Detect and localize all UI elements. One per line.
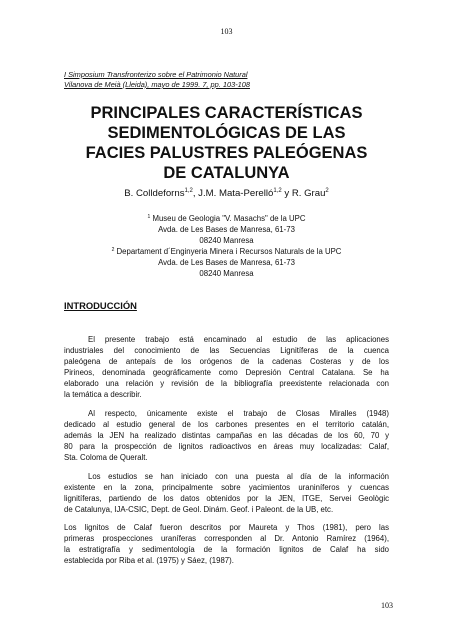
title-line: FACIES PALUSTRES PALEÓGENAS (85, 144, 368, 162)
body-paragraph (64, 408, 389, 463)
paragraph-line: primeras prospecciones uraníferas corresponden al Dr. Antonio Ramírez (1964), (64, 534, 389, 544)
affiliation-text: Departament d´Enginyeria Minera i Recursos Naturals de la UPC (114, 247, 342, 256)
affiliation-line: 08240 Manresa (199, 269, 254, 278)
paper-title (40, 103, 413, 183)
paragraph-line: elaborado una relación y revisión de la bibliografía preexistente relacionada con (64, 379, 389, 389)
title-line: SEDIMENTOLÓGICAS DE LAS (107, 124, 346, 142)
paragraph-line: de Catalunya, IJA-CSIC, Dept. de Geol. Dinám. Geof. i Paleont. de la UB, etc. (64, 505, 334, 515)
page-number-bottom: 103 (381, 601, 393, 610)
affil-mark: 1 (147, 214, 151, 220)
affiliation-line: 08240 Manresa (199, 236, 254, 245)
affiliation-line (60, 246, 393, 257)
paragraph-line: establecida por Riba et al. (1975) y Sáez, (1987). (64, 556, 234, 566)
paragraph-line: Los lignitos de Calaf fueron descritos por Maureta y Thos (1981), pero las (64, 523, 389, 532)
author-name: y R. Grau (281, 188, 326, 199)
paragraph-line: lignitíferas, partiendo de los datos obtenidos por la JEN, ITGE, Servei Geològic (64, 494, 389, 504)
affiliation-line (60, 213, 393, 224)
page-number-top: 103 (220, 27, 233, 36)
author-name: B. Colldeforns (124, 188, 185, 199)
paragraph-line: El presente trabajo está encaminado al estudio de las aplicaciones (88, 335, 389, 344)
citation-line: I Simposium Transfronterizo sobre el Patrimonio Natural (64, 70, 248, 79)
section-heading: INTRODUCCIÓN (64, 300, 137, 311)
paragraph-line: Sta. Coloma de Queralt. (64, 453, 148, 463)
author-name: , J.M. Mata-Perelló (192, 188, 274, 199)
paragraph-line: paleógena de antepaís de los orógenos de la cadenas Costeras y de los (64, 357, 389, 367)
affiliation-text: Museu de Geologia "V. Masachs" de la UPC (150, 214, 306, 223)
paragraph-line: dedicado al estudio general de los carbones presentes en el territorio catalán, (64, 420, 389, 430)
paragraph-line: existente en la zona, principalmente sobre yacimientos uraniníferos y cuencas (64, 483, 389, 493)
title-line: PRINCIPALES CARACTERÍSTICAS (90, 104, 363, 122)
paragraph-line: Al respecto, únicamente existe el trabajo de Closas Miralles (1948) (88, 409, 389, 418)
citation-header (64, 70, 404, 90)
affil-mark: 2 (111, 247, 115, 253)
author-affil-mark: 1,2 (273, 188, 282, 194)
title-line: DE CATALUNYA (163, 164, 290, 182)
paragraph-line: industriales del conocimiento de las Secuencias Lignitíferas de la cuenca (64, 346, 389, 356)
paragraph-line: 80 para la prospección de lignitos radioactivos en áreas muy localizadas: Calaf, (64, 442, 389, 452)
paragraph-line: además la JEN ha realizado distintas campañas en las décadas de los 60, 70 y (64, 431, 389, 441)
affiliation-line: Avda. de Les Bases de Manresa, 61-73 (158, 225, 295, 234)
affiliation-line: Avda. de Les Bases de Manresa, 61-73 (158, 258, 295, 267)
paragraph-line: la estratigrafía y sedimentología de la formación lignitos de Calaf ha sido (64, 545, 389, 555)
paragraph-line: Pirineos, denominada geográficamente como Depresión Central Catalana. Se ha (64, 368, 389, 378)
body-paragraph (64, 334, 389, 401)
body-paragraph (64, 471, 389, 515)
paragraph-line: Los estudios se han iniciado con una puesta al día de la información (88, 472, 389, 481)
affiliations (60, 213, 393, 279)
author-affil-mark: 1,2 (184, 188, 193, 194)
paragraph-line: la temática a describir. (64, 390, 142, 400)
author-affil-mark: 2 (325, 188, 329, 194)
authors-line (0, 188, 453, 199)
body-paragraph (64, 522, 389, 566)
citation-line: Vilanova de Meià (Lleida), mayo de 1999. 7, pp. 103-108 (64, 80, 250, 89)
